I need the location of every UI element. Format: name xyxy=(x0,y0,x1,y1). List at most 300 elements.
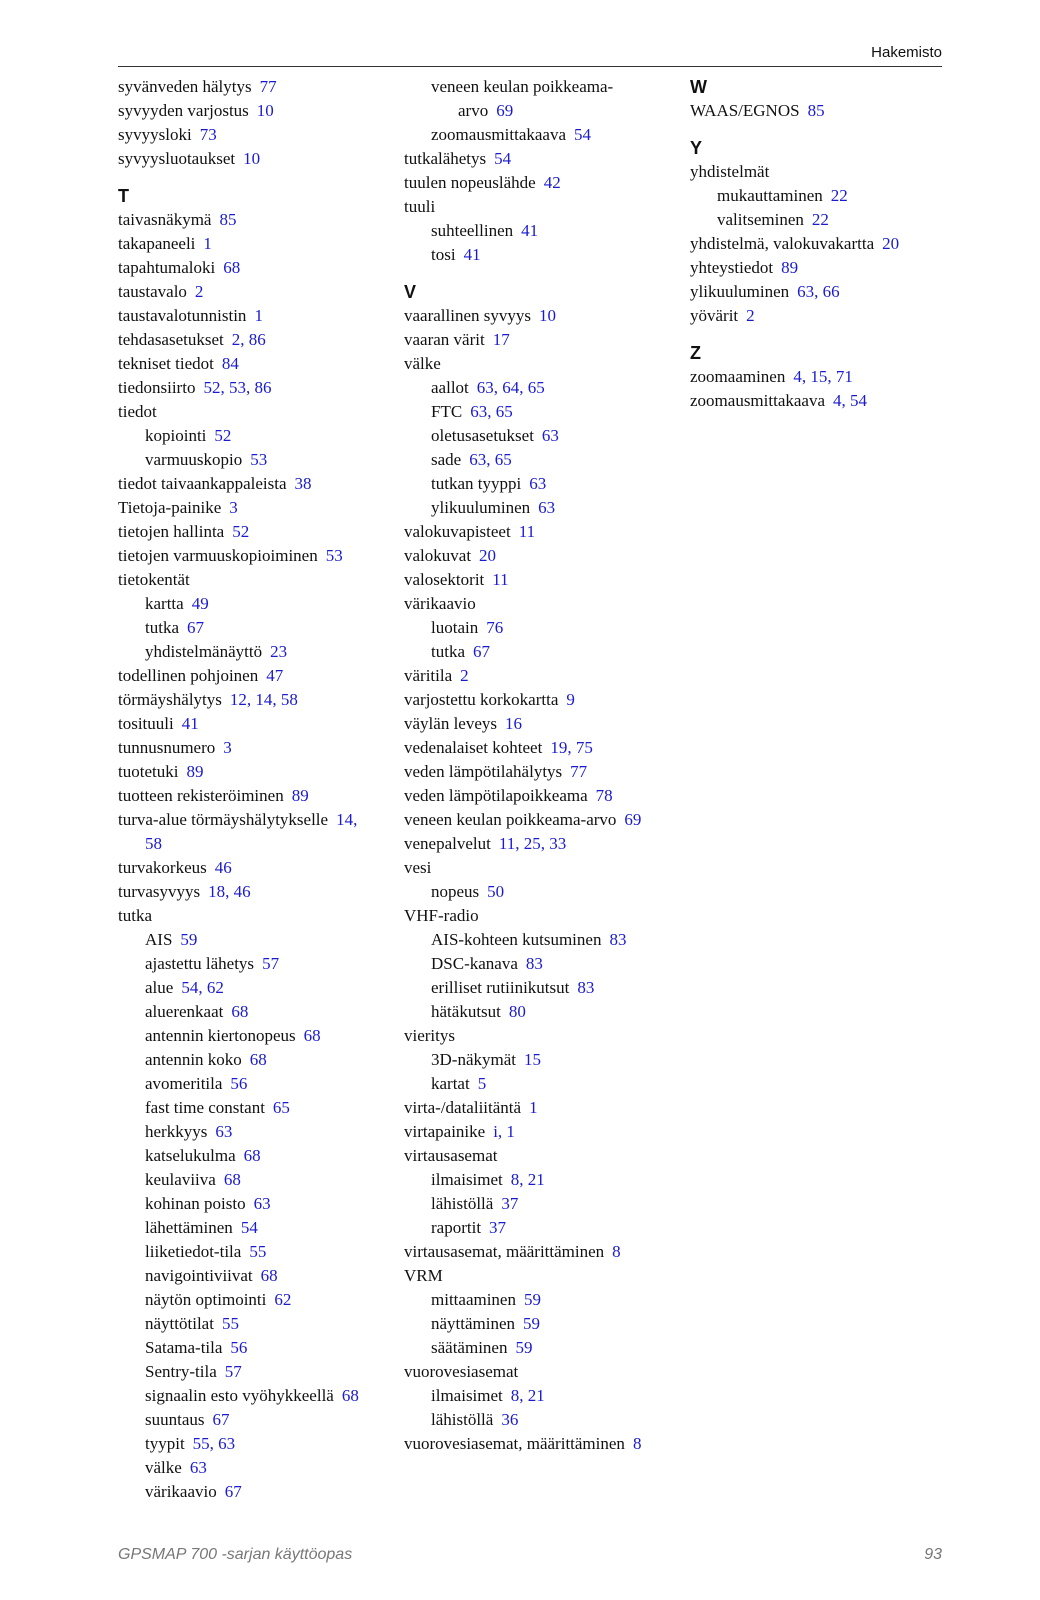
page-reference-link[interactable]: 22 xyxy=(830,186,848,205)
index-term: valosektorit xyxy=(404,570,485,589)
index-entry xyxy=(690,389,960,413)
index-term: ylikuuluminen xyxy=(690,282,790,301)
index-subentry xyxy=(118,1336,388,1360)
page-reference-link[interactable]: 85 xyxy=(219,210,237,229)
index-term: virtapainike xyxy=(404,1122,486,1141)
index-entry xyxy=(118,664,388,688)
index-subentry xyxy=(118,1384,388,1408)
index-subentry xyxy=(118,1216,388,1240)
index-term: oletusasetukset xyxy=(431,426,534,445)
index-subentry xyxy=(118,1432,388,1456)
page-reference-link[interactable]: 63, 65 xyxy=(470,402,513,421)
index-term: vedenalaiset kohteet xyxy=(404,738,543,757)
page-reference-link[interactable]: 68 xyxy=(243,1146,261,1165)
footer-manual-title: GPSMAP 700 -sarjan käyttöopas xyxy=(118,1546,353,1563)
page-reference-link[interactable]: 56 xyxy=(230,1338,248,1357)
page-reference-link[interactable]: 2 xyxy=(460,666,469,685)
page-reference-link[interactable]: 46 xyxy=(214,858,232,877)
page-reference-link[interactable]: 54 xyxy=(494,149,512,168)
index-column-2 xyxy=(404,75,674,1456)
page-reference-link[interactable]: 56 xyxy=(230,1074,248,1093)
index-term: VHF-radio xyxy=(404,906,479,925)
page-reference-link[interactable]: 73 xyxy=(199,125,217,144)
index-term: tosituuli xyxy=(118,714,174,733)
index-subentry xyxy=(118,1408,388,1432)
index-entry xyxy=(118,123,388,147)
page-reference-link[interactable]: 63, 64, 65 xyxy=(476,378,545,397)
index-subentry xyxy=(404,1072,674,1096)
page-reference-link[interactable]: 5 xyxy=(477,1074,487,1093)
index-term: hätäkutsut xyxy=(431,1002,501,1021)
index-subentry xyxy=(404,1000,674,1024)
index-subentry xyxy=(404,1312,674,1336)
index-term: WAAS/EGNOS xyxy=(690,101,800,120)
index-term: syvänveden hälytys xyxy=(118,77,252,96)
index-term: törmäyshälytys xyxy=(118,690,222,709)
page-reference-link[interactable]: 3 xyxy=(223,738,232,757)
page-reference-link[interactable]: 12, 14, 58 xyxy=(229,690,298,709)
index-term: antennin kiertonopeus xyxy=(145,1026,296,1045)
index-term: värikaavio xyxy=(145,1482,217,1501)
page-reference-link[interactable]: 18, 46 xyxy=(208,882,251,901)
page-reference-link[interactable]: 10 xyxy=(256,101,274,120)
page-reference-link[interactable]: 9 xyxy=(566,690,575,709)
index-term: tuotetuki xyxy=(118,762,179,781)
page-reference-link[interactable]: 8, 21 xyxy=(510,1170,545,1189)
index-entry xyxy=(690,232,960,256)
index-term: signaalin esto vyöhykkeellä xyxy=(145,1386,334,1405)
index-term: valokuvapisteet xyxy=(404,522,511,541)
index-term: kartta xyxy=(145,594,184,613)
index-entry xyxy=(404,832,674,856)
index-entry xyxy=(690,304,960,328)
page-reference-link[interactable]: 85 xyxy=(807,101,825,120)
page-reference-link[interactable]: 20 xyxy=(882,234,900,253)
index-term: varmuuskopio xyxy=(145,450,243,469)
page-reference-link[interactable]: 77 xyxy=(570,762,588,781)
index-entry xyxy=(404,1264,674,1288)
page-reference-link[interactable]: 15 xyxy=(523,1050,541,1069)
index-subentry xyxy=(404,123,674,147)
index-entry xyxy=(118,472,388,496)
page-reference-link[interactable]: 19, 75 xyxy=(550,738,593,757)
index-subentry xyxy=(118,1264,388,1288)
page-reference-link[interactable]: 77 xyxy=(259,77,277,96)
page-reference-link[interactable]: 37 xyxy=(501,1194,519,1213)
index-term: FTC xyxy=(431,402,463,421)
page-reference-link[interactable]: 67 xyxy=(473,642,490,661)
page-reference-link[interactable]: 69 xyxy=(496,101,514,120)
index-term: näyttötilat xyxy=(145,1314,214,1333)
index-entry xyxy=(118,544,388,568)
index-subentry xyxy=(118,1192,388,1216)
index-entry xyxy=(690,160,960,184)
index-entry xyxy=(118,208,388,232)
index-term: antennin koko xyxy=(145,1050,242,1069)
index-term: tiedonsiirto xyxy=(118,378,196,397)
page-reference-link[interactable]: 63 xyxy=(538,498,556,517)
index-subentry xyxy=(404,219,674,243)
page-reference-link[interactable]: 83 xyxy=(525,954,543,973)
index-term: turvasyvyys xyxy=(118,882,201,901)
page-reference-link[interactable]: 68 xyxy=(223,258,241,277)
page-reference-link[interactable]: 47 xyxy=(266,666,284,685)
page-reference-link[interactable]: 68 xyxy=(231,1002,249,1021)
index-term: 3D-näkymät xyxy=(431,1050,516,1069)
index-entry xyxy=(118,99,388,123)
index-entry xyxy=(118,568,388,592)
index-term: fast time constant xyxy=(145,1098,265,1117)
page-reference-link[interactable]: 59 xyxy=(180,930,198,949)
index-term: herkkyys xyxy=(145,1122,208,1141)
index-term: tietojen varmuuskopioiminen xyxy=(118,546,318,565)
index-subentry xyxy=(118,1240,388,1264)
index-term: väritila xyxy=(404,666,453,685)
index-column-1 xyxy=(118,75,388,1504)
index-subentry xyxy=(690,184,960,208)
page-reference-link[interactable]: 68 xyxy=(341,1386,359,1405)
page-reference-link[interactable]: 23 xyxy=(270,642,288,661)
index-term: yhdistelmät xyxy=(690,162,770,181)
page-reference-link[interactable]: 68 xyxy=(223,1170,241,1189)
page-reference-link[interactable]: i, 1 xyxy=(493,1122,515,1141)
index-term: Tietoja-painike xyxy=(118,498,222,517)
index-term: tutka xyxy=(145,618,179,637)
footer-page-number: 93 xyxy=(924,1546,942,1563)
page-reference-link[interactable]: 2, 86 xyxy=(231,330,266,349)
index-entry xyxy=(690,280,960,304)
index-entry xyxy=(404,1144,674,1168)
index-term: tutkan tyyppi xyxy=(431,474,522,493)
index-term: yhdistelmä, valokuvakartta xyxy=(690,234,875,253)
page-reference-link[interactable]: 59 xyxy=(523,1290,541,1309)
index-subentry xyxy=(118,1144,388,1168)
index-subentry xyxy=(118,1312,388,1336)
page-reference-link[interactable]: 63 xyxy=(189,1458,207,1477)
index-subentry xyxy=(118,1480,388,1504)
index-term: mittaaminen xyxy=(431,1290,516,1309)
index-term: suhteellinen xyxy=(431,221,514,240)
index-entry xyxy=(404,1360,674,1384)
page-reference-link[interactable]: 11, 25, 33 xyxy=(498,834,567,853)
index-subentry xyxy=(404,1216,674,1240)
page-reference-link[interactable]: 52, 53, 86 xyxy=(203,378,272,397)
page-reference-link[interactable]: 58 xyxy=(145,834,162,853)
page-reference-link[interactable]: 59 xyxy=(523,1314,541,1333)
index-term: takapaneeli xyxy=(118,234,196,253)
index-entry xyxy=(404,712,674,736)
index-subentry xyxy=(404,1384,674,1408)
index-entry xyxy=(404,544,674,568)
index-term: raportit xyxy=(431,1218,482,1237)
index-subentry xyxy=(118,1024,388,1048)
section-title: Hakemisto xyxy=(871,44,942,61)
index-term: säätäminen xyxy=(431,1338,508,1357)
index-subentry xyxy=(404,424,674,448)
index-term: sade xyxy=(431,450,462,469)
page-reference-link[interactable]: 68 xyxy=(260,1266,278,1285)
page-reference-link[interactable]: 16 xyxy=(505,714,522,733)
index-term: alue xyxy=(145,978,174,997)
index-term: yhdistelmänäyttö xyxy=(145,642,263,661)
index-entry xyxy=(404,1096,674,1120)
index-term: aallot xyxy=(431,378,469,397)
index-term: väylän leveys xyxy=(404,714,497,733)
index-entry xyxy=(118,328,388,352)
index-term: virtausasemat, määrittäminen xyxy=(404,1242,605,1261)
page-reference-link[interactable]: 14, xyxy=(336,810,358,829)
page-reference-link[interactable]: 63 xyxy=(541,426,559,445)
index-term: tosi xyxy=(431,245,456,264)
index-entry xyxy=(118,712,388,736)
index-term: taustavalotunnistin xyxy=(118,306,247,325)
index-subentry xyxy=(118,616,388,640)
index-entry xyxy=(118,256,388,280)
index-term: välke xyxy=(145,1458,182,1477)
page-reference-link[interactable]: 63 xyxy=(253,1194,271,1213)
page-reference-link[interactable]: 63 xyxy=(215,1122,233,1141)
page-reference-link[interactable]: 62 xyxy=(274,1290,292,1309)
page-reference-link[interactable]: 67 xyxy=(212,1410,230,1429)
index-term: arvo xyxy=(458,101,489,120)
index-subentry xyxy=(118,592,388,616)
page-reference-link[interactable]: 63, 66 xyxy=(797,282,840,301)
index-subentry xyxy=(118,1000,388,1024)
page-reference-link[interactable]: 55, 63 xyxy=(192,1434,236,1453)
index-term: AIS-kohteen kutsuminen xyxy=(431,930,602,949)
index-term: vuorovesiasemat xyxy=(404,1362,519,1381)
page-reference-link[interactable]: 67 xyxy=(224,1482,242,1501)
page-reference-link[interactable]: 17 xyxy=(492,330,510,349)
page-reference-link[interactable]: 10 xyxy=(539,306,556,325)
index-column-3 xyxy=(690,75,960,413)
page-reference-link[interactable]: 54 xyxy=(574,125,592,144)
page-reference-link[interactable]: 57 xyxy=(262,954,280,973)
index-subentry xyxy=(404,1192,674,1216)
index-subentry xyxy=(118,1048,388,1072)
index-entry xyxy=(404,784,674,808)
index-term: todellinen pohjoinen xyxy=(118,666,259,685)
index-subentry xyxy=(690,208,960,232)
index-entry xyxy=(404,195,674,219)
index-term: tutka xyxy=(118,906,152,925)
page-reference-link[interactable]: 22 xyxy=(811,210,829,229)
index-term: turva-alue törmäyshälytykselle xyxy=(118,810,329,829)
page-reference-link[interactable]: 89 xyxy=(781,258,799,277)
index-term: nopeus xyxy=(431,882,480,901)
index-subentry xyxy=(118,1168,388,1192)
page-reference-link[interactable]: 2 xyxy=(746,306,755,325)
index-term: lähettäminen xyxy=(145,1218,233,1237)
index-entry xyxy=(404,856,674,880)
index-term: ilmaisimet xyxy=(431,1386,503,1405)
index-term: avomeritila xyxy=(145,1074,223,1093)
index-entry xyxy=(118,75,388,99)
page-reference-link[interactable]: 89 xyxy=(186,762,204,781)
page-reference-link[interactable]: 1 xyxy=(529,1098,538,1117)
page-reference-link[interactable]: 3 xyxy=(229,498,238,517)
page-reference-link[interactable]: 83 xyxy=(609,930,627,949)
page-reference-link[interactable]: 4, 54 xyxy=(833,391,868,410)
index-subentry xyxy=(118,424,388,448)
index-term: Satama-tila xyxy=(145,1338,223,1357)
page-reference-link[interactable]: 53 xyxy=(250,450,268,469)
page-reference-link[interactable]: 78 xyxy=(595,786,613,805)
index-subentry xyxy=(118,1288,388,1312)
index-term: VRM xyxy=(404,1266,443,1285)
page-reference-link[interactable]: 55 xyxy=(249,1242,267,1261)
page-reference-link[interactable]: 55 xyxy=(221,1314,239,1333)
index-term: tehdasasetukset xyxy=(118,330,224,349)
index-term: vuorovesiasemat, määrittäminen xyxy=(404,1434,625,1453)
page-reference-link[interactable]: 4, 15, 71 xyxy=(793,367,853,386)
index-term: katselukulma xyxy=(145,1146,236,1165)
page-reference-link[interactable]: 2 xyxy=(194,282,204,301)
index-term: erilliset rutiinikutsut xyxy=(431,978,570,997)
index-subentry xyxy=(404,616,674,640)
page-reference-link[interactable]: 8 xyxy=(632,1434,642,1453)
page-reference-link[interactable]: 54 xyxy=(240,1218,258,1237)
index-term: veneen keulan poikkeama- xyxy=(431,77,614,96)
index-term: näyttäminen xyxy=(431,1314,516,1333)
index-entry xyxy=(404,352,674,376)
index-entry xyxy=(404,1120,674,1144)
index-term: ajastettu lähetys xyxy=(145,954,255,973)
page-reference-link[interactable]: 63 xyxy=(529,474,547,493)
page-reference-link[interactable]: 53 xyxy=(325,546,343,565)
page-reference-link[interactable]: 8, 21 xyxy=(510,1386,545,1405)
page-reference-link[interactable]: 76 xyxy=(486,618,504,637)
index-term: yövärit xyxy=(690,306,739,325)
index-entry xyxy=(118,147,388,171)
page-reference-link[interactable]: 41 xyxy=(181,714,199,733)
index-term: zoomausmittakaava xyxy=(690,391,826,410)
page-reference-link[interactable]: 59 xyxy=(515,1338,533,1357)
index-term: tapahtumaloki xyxy=(118,258,216,277)
index-term: vaaran värit xyxy=(404,330,485,349)
index-term: suuntaus xyxy=(145,1410,205,1429)
index-entry xyxy=(404,808,674,832)
page-reference-link[interactable]: 57 xyxy=(224,1362,242,1381)
page-reference-link[interactable]: 41 xyxy=(521,221,539,240)
index-subentry xyxy=(404,496,674,520)
page-reference-link[interactable]: 37 xyxy=(489,1218,507,1237)
page-reference-link[interactable]: 49 xyxy=(191,594,209,613)
index-subentry xyxy=(404,880,674,904)
index-term: zoomaaminen xyxy=(690,367,786,386)
page-reference-link[interactable]: 52 xyxy=(214,426,232,445)
index-subentry xyxy=(404,400,674,424)
index-entry xyxy=(404,328,674,352)
index-term: syvyyden varjostus xyxy=(118,101,249,120)
page-reference-link[interactable]: 80 xyxy=(508,1002,526,1021)
page-reference-link[interactable]: 65 xyxy=(272,1098,290,1117)
page-reference-link[interactable]: 54, 62 xyxy=(181,978,224,997)
index-subentry xyxy=(118,1360,388,1384)
index-entry xyxy=(118,688,388,712)
index-term: lähistöllä xyxy=(431,1410,494,1429)
index-entry xyxy=(404,147,674,171)
index-term: liiketiedot-tila xyxy=(145,1242,242,1261)
index-subentry xyxy=(118,832,388,856)
page-reference-link[interactable]: 50 xyxy=(487,882,505,901)
page-reference-link[interactable]: 1 xyxy=(203,234,212,253)
index-term: syvyysluotaukset xyxy=(118,149,236,168)
index-term: välke xyxy=(404,354,441,373)
index-subentry xyxy=(404,976,674,1000)
index-entry xyxy=(690,365,960,389)
index-term: näytön optimointi xyxy=(145,1290,267,1309)
index-term: valokuvat xyxy=(404,546,472,565)
index-term: mukauttaminen xyxy=(717,186,823,205)
page-reference-link[interactable]: 67 xyxy=(187,618,204,637)
index-term: tiedot taivaankappaleista xyxy=(118,474,287,493)
index-term: vesi xyxy=(404,858,432,877)
index-entry xyxy=(118,784,388,808)
page-reference-link[interactable]: 36 xyxy=(501,1410,519,1429)
page-reference-link[interactable]: 1 xyxy=(254,306,263,325)
index-entry xyxy=(404,520,674,544)
index-entry xyxy=(404,736,674,760)
index-entry xyxy=(404,904,674,928)
page-reference-link[interactable]: 89 xyxy=(291,786,309,805)
index-entry xyxy=(690,99,960,123)
index-entry xyxy=(404,664,674,688)
index-entry xyxy=(118,736,388,760)
index-term: tuuli xyxy=(404,197,436,216)
index-term: tutka xyxy=(431,642,465,661)
index-subentry xyxy=(404,1168,674,1192)
page-reference-link[interactable]: 84 xyxy=(221,354,239,373)
index-letter-heading: Z xyxy=(690,343,701,363)
index-letter-heading: W xyxy=(690,77,707,97)
index-entry xyxy=(118,304,388,328)
page-reference-link[interactable]: 63, 65 xyxy=(469,450,512,469)
index-entry xyxy=(404,1024,674,1048)
index-term: Sentry-tila xyxy=(145,1362,217,1381)
page-reference-link[interactable]: 83 xyxy=(577,978,595,997)
index-subentry xyxy=(404,1048,674,1072)
index-term: DSC-kanava xyxy=(431,954,518,973)
index-term: tyypit xyxy=(145,1434,185,1453)
index-term: tekniset tiedot xyxy=(118,354,214,373)
page-reference-link[interactable]: 38 xyxy=(294,474,312,493)
index-subentry xyxy=(118,448,388,472)
page-reference-link[interactable]: 11 xyxy=(518,522,536,541)
page-reference-link[interactable]: 11 xyxy=(492,570,509,589)
page-reference-link[interactable]: 52 xyxy=(232,522,250,541)
page-reference-link[interactable]: 8 xyxy=(612,1242,621,1261)
page-reference-link[interactable]: 41 xyxy=(463,245,481,264)
page-reference-link[interactable]: 20 xyxy=(479,546,497,565)
index-term: tutkalähetys xyxy=(404,149,487,168)
index-term: taivasnäkymä xyxy=(118,210,212,229)
page-reference-link[interactable]: 10 xyxy=(243,149,261,168)
index-subentry xyxy=(404,952,674,976)
index-term: ylikuuluminen xyxy=(431,498,531,517)
page-reference-link[interactable]: 68 xyxy=(249,1050,267,1069)
index-term: venepalvelut xyxy=(404,834,491,853)
page-reference-link[interactable]: 69 xyxy=(624,810,642,829)
page-reference-link[interactable]: 42 xyxy=(543,173,561,192)
index-subentry xyxy=(404,75,674,99)
index-subentry xyxy=(404,640,674,664)
index-term: ilmaisimet xyxy=(431,1170,503,1189)
index-subentry xyxy=(404,1288,674,1312)
page-reference-link[interactable]: 68 xyxy=(303,1026,321,1045)
index-term: virta-/dataliitäntä xyxy=(404,1098,522,1117)
index-entry xyxy=(118,880,388,904)
